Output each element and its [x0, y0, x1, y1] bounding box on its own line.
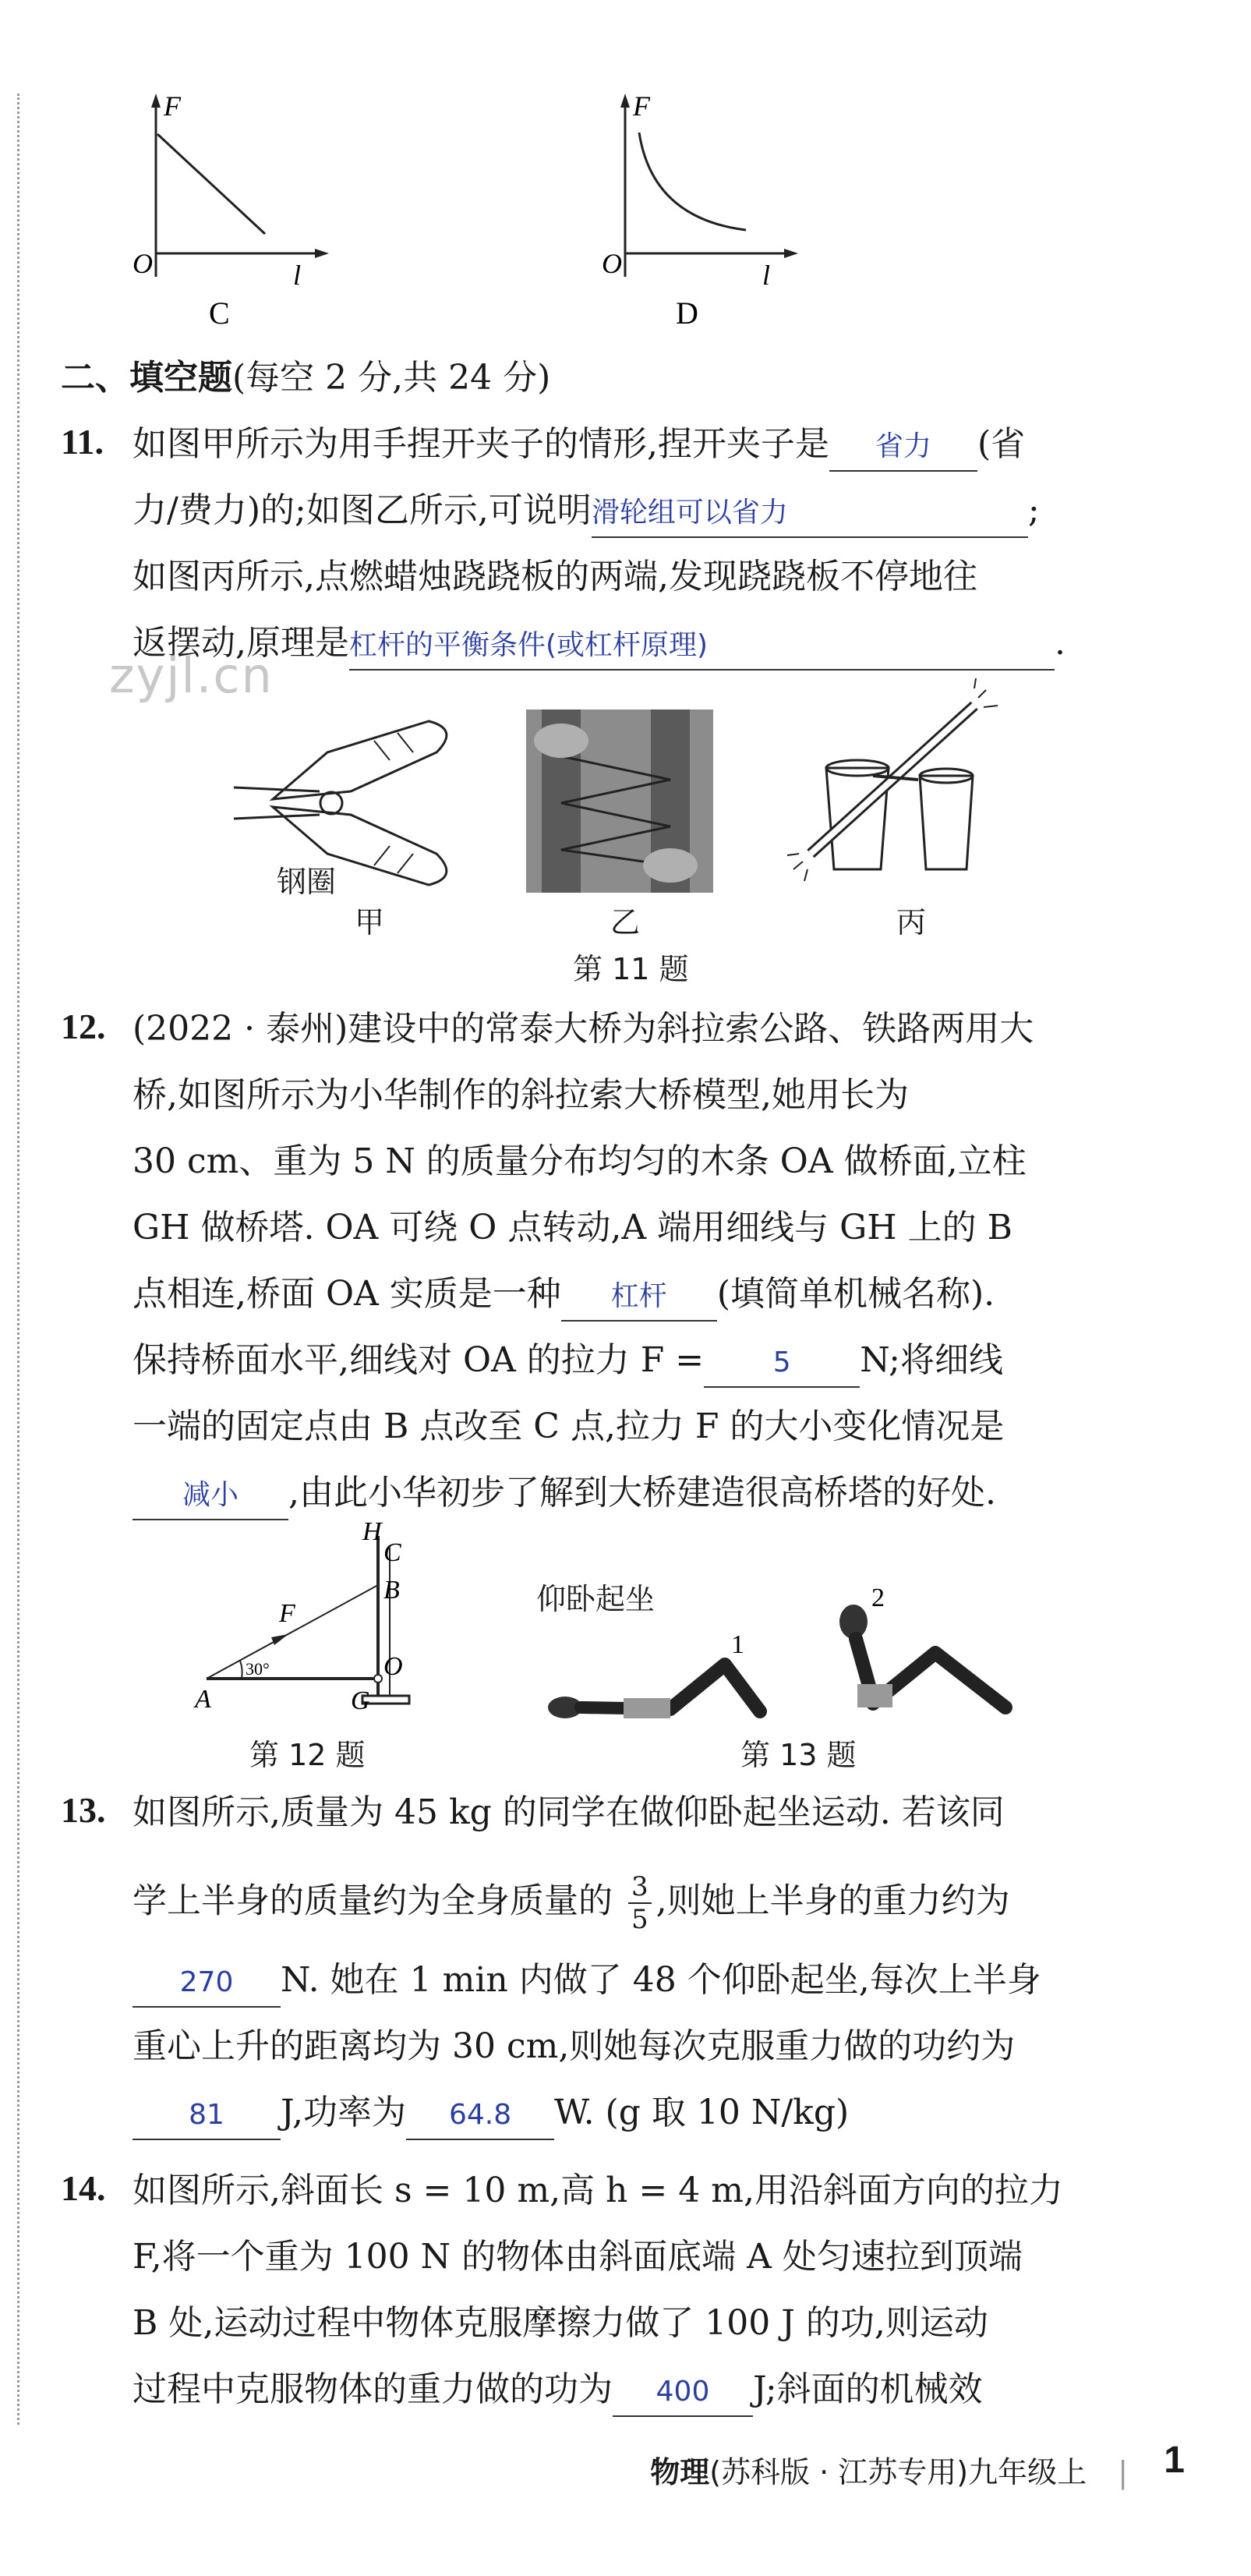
q12-line-1: (2022 · 泰州)建设中的常泰大桥为斜拉索公路、铁路两用大 [133, 1009, 1034, 1049]
graph-d-y-label: F [633, 90, 650, 122]
q11-figure-clip [234, 706, 468, 901]
q11-fig-yi: 乙 [610, 905, 641, 939]
graph-d-curve [639, 133, 746, 230]
section-title: 二、填空题 [61, 358, 232, 398]
q12-line-8: 减小 ,由此小华初步了解到大桥建造很高桥塔的好处. [133, 1470, 996, 1520]
graph-c-line [157, 134, 265, 234]
section-heading [61, 355, 550, 402]
q11-ring-label: 钢圈 [277, 865, 337, 899]
binding-margin-line [17, 94, 19, 2425]
q14-line-1: 如图所示,斜面长 s = 10 m,高 h = 4 m,用沿斜面方向的拉力 [133, 2171, 1063, 2210]
q14-answer-1[interactable]: 400 [613, 2369, 753, 2417]
svg-text:G: G [351, 1686, 370, 1715]
q12-answer-3[interactable]: 减小 [133, 1472, 288, 1520]
q11-line-2: 力/费力)的;如图乙所示,可说明滑轮组可以省力 ; [133, 487, 1040, 538]
footer-divider: | [1118, 2455, 1128, 2489]
graph-d-origin: O [602, 248, 622, 279]
q11-figure-pulley-photo [526, 709, 713, 893]
page-footer [650, 2448, 1150, 2491]
photo-hand-2 [643, 848, 698, 883]
svg-text:B: B [383, 1576, 400, 1605]
clip-spring-ring [320, 792, 342, 814]
q13-fraction: $\frac{3}{5}$ [628, 1871, 652, 1935]
q13-line-4: 重心上升的距离均为 30 cm,则她每次克服重力做的功约为 [133, 2026, 1016, 2066]
graph-c [117, 86, 351, 343]
q13-answer-3[interactable]: 64.8 [406, 2092, 554, 2140]
q13-answer-1[interactable]: 270 [133, 1959, 281, 2008]
graph-c-y-label: F [164, 90, 181, 122]
clip-upper-hand [273, 721, 447, 799]
q12-answer-2[interactable]: 5 [704, 1339, 860, 1388]
situp-pose-2 [839, 1583, 1005, 1707]
svg-text:A: A [195, 1685, 211, 1714]
section-note: (每空 2 分,共 24 分) [232, 358, 551, 398]
graph-d-y-arrow [620, 94, 630, 108]
q13-caption: 第 13 题 [740, 1738, 857, 1772]
q11-answer-1[interactable]: 省力 [829, 423, 977, 472]
force-arrow [271, 1634, 288, 1645]
q14-line-2: F,将一个重为 100 N 的物体由斜面底端 A 处匀速拉到顶端 [133, 2237, 1023, 2277]
svg-text:H: H [362, 1517, 382, 1546]
q12-figure-bridge [179, 1513, 460, 1731]
angle-arc [240, 1661, 242, 1679]
q11-line-3: 如图丙所示,点燃蜡烛跷跷板的两端,发现跷跷板不停地往 [133, 557, 977, 596]
q12-line-2: 桥,如图所示为小华制作的斜拉索大桥模型,她用长为 [133, 1075, 909, 1115]
graph-c-x-label: l [293, 260, 302, 291]
clip-finger-lines [374, 733, 413, 873]
q11-line-4: 返摆动,原理是杠杆的平衡条件(或杠杆原理) . [133, 620, 1065, 671]
svg-text:F: F [279, 1599, 295, 1628]
q11-line-1: 如图甲所示为用手捏开夹子的情形,捏开夹子是 省力 (省 [133, 421, 1025, 472]
q14-line-3: B 处,运动过程中物体克服摩擦力做了 100 J 的功,则运动 [133, 2303, 988, 2343]
footer-edition: (苏科版 · 江苏专用)九年级上 [709, 2455, 1087, 2489]
flame-left [787, 854, 807, 881]
q11-figure-candle-seesaw [779, 674, 1029, 901]
right-cup [920, 776, 973, 869]
q12-line-3: 30 cm、重为 5 N 的质量分布均匀的木条 OA 做桥面,立柱 [133, 1141, 1027, 1181]
graph-d-x-arrow [784, 249, 798, 258]
svg-text:2: 2 [871, 1583, 885, 1612]
graph-c-caption: C [209, 295, 230, 331]
graph-c-y-arrow [151, 94, 161, 108]
q13-figure-situps [530, 1567, 1044, 1731]
photo-hand-1 [534, 724, 588, 758]
graph-c-origin: O [133, 248, 153, 279]
q12-caption: 第 12 题 [249, 1738, 366, 1772]
watermark: zyjl.cn [109, 647, 274, 704]
q11-number: 11. [61, 422, 104, 462]
page-number: 1 [1164, 2440, 1185, 2481]
q14-line-4: 过程中克服物体的重力做的功为 400 J;斜面的机械效 [133, 2366, 983, 2417]
q14-number: 14. [61, 2168, 106, 2208]
svg-text:30°: 30° [246, 1659, 270, 1679]
graph-d [586, 86, 820, 343]
graph-c-x-arrow [315, 249, 329, 258]
pivot-needle [873, 776, 918, 780]
svg-text:C: C [383, 1538, 401, 1567]
q13-line-5: 81 J,功率为 64.8 W. (g 取 10 N/kg) [133, 2089, 849, 2140]
clip-jaws [234, 787, 320, 819]
q11-answer-3[interactable]: 杠杆的平衡条件(或杠杆原理) [349, 622, 1055, 671]
q13-line-2: 学上半身的质量约为全身质量的 $\frac{3}{5}$ ,则她上半身的重力约为 [133, 1871, 1010, 1935]
svg-text:O: O [383, 1652, 403, 1681]
graph-d-caption: D [676, 295, 698, 331]
q12-line-4: GH 做桥塔. OA 可绕 O 点转动,A 端用细线与 GH 上的 B [133, 1208, 1012, 1247]
q11-caption: 第 11 题 [573, 952, 689, 986]
q13-fig-title: 仰卧起坐 [536, 1582, 656, 1616]
q11-answer-2[interactable]: 滑轮组可以省力 [592, 490, 1028, 538]
q12-line-5: 点相连,桥面 OA 实质是一种 杠杆 (填简单机械名称). [133, 1271, 995, 1322]
flame-right [974, 678, 998, 707]
situp-pose-1 [548, 1630, 760, 1718]
q11-fig-jia: 甲 [355, 905, 385, 939]
q12-line-7: 一端的固定点由 B 点改至 C 点,拉力 F 的大小变化情况是 [133, 1407, 1005, 1446]
q12-answer-1[interactable]: 杠杆 [561, 1273, 717, 1322]
q13-answer-2[interactable]: 81 [133, 2092, 281, 2140]
graph-d-x-label: l [762, 260, 771, 291]
svg-text:1: 1 [731, 1630, 744, 1659]
footer-subject: 物理 [650, 2455, 710, 2489]
q13-number: 13. [61, 1790, 106, 1830]
q12-line-6: 保持桥面水平,细线对 OA 的拉力 F = 5 N;将细线 [133, 1337, 1003, 1388]
q11-fig-bing: 丙 [896, 905, 927, 939]
q12-number: 12. [61, 1007, 106, 1046]
q13-line-3: 270 N. 她在 1 min 内做了 48 个仰卧起坐,每次上半身 [133, 1957, 1041, 2008]
q13-line-1: 如图所示,质量为 45 kg 的同学在做仰卧起坐运动. 若该同 [133, 1792, 1005, 1832]
